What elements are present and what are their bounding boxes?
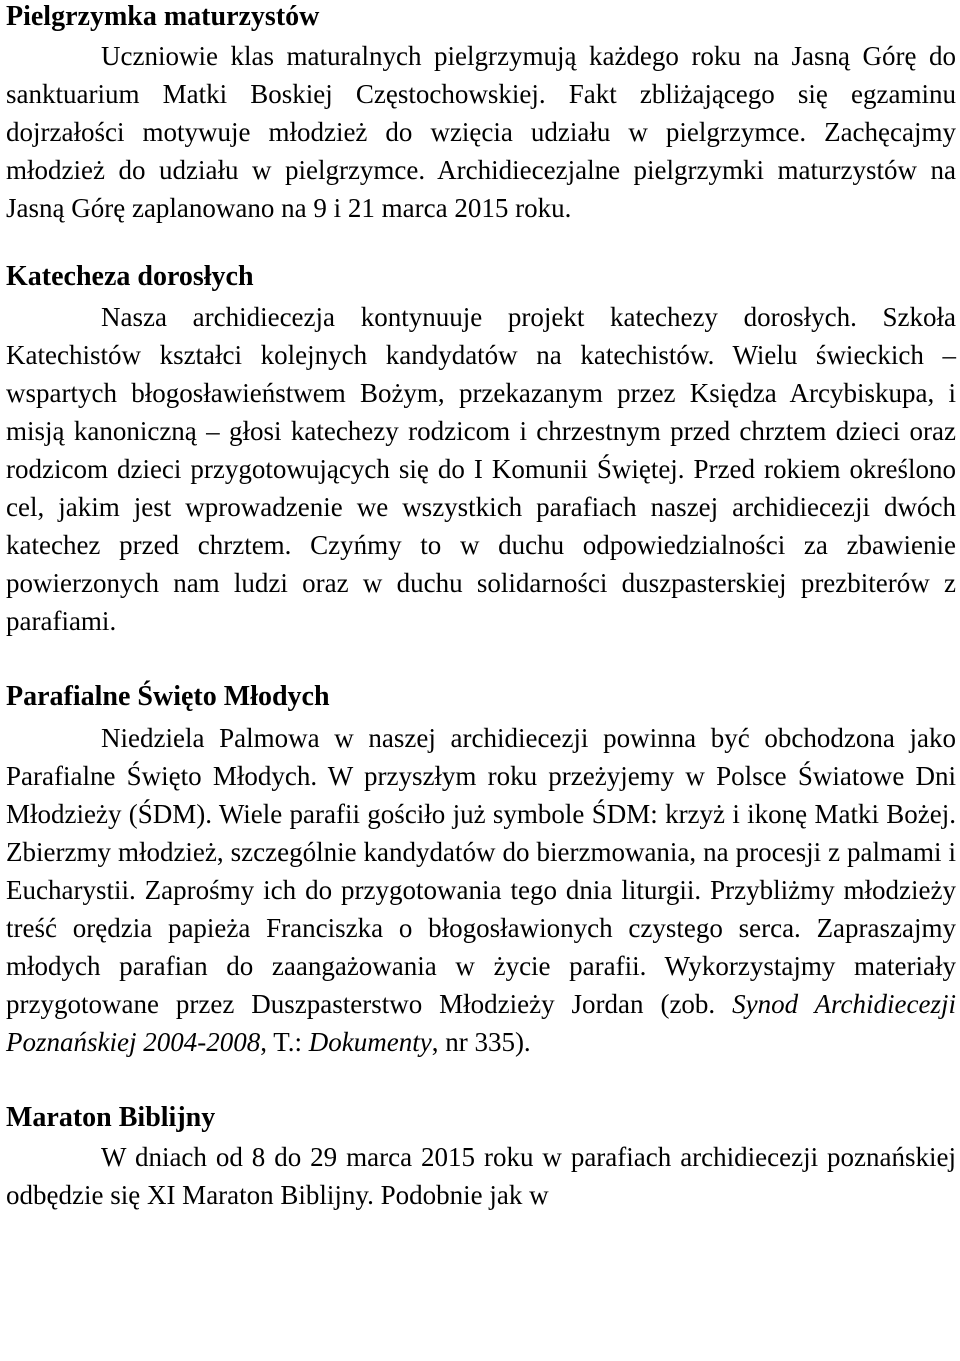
section-paragraph: W dniach od 8 do 29 marca 2015 roku w parafiach archidiecezji poznańskiej odbędzie się XI Maraton Biblijny. Podobnie jak w bbox=[6, 1142, 956, 1210]
citation-volume: Dokumenty bbox=[308, 1027, 432, 1057]
paragraph-text: Niedziela Palmowa w naszej archidiecezji powinna być obchodzona jako Parafialne Święto Młodych. W przyszłym roku przeżyjemy w Polsce Światowe Dni Młodzieży (ŚDM). Wiele parafii gościło już symbole ŚDM: krzyż i ikonę Matki Bożej. Zbierzmy młodzież, szczególnie kandydatów do bierzmowania, na procesji z palmami i Eucharystii. Zaprośmy ich do przygotowania tego dnia liturgii. Przybliżmy młodzieży treść orędzia papieża Franciszka o błogosławionych czystego serca. Zapraszajmy młodych parafian do zaangażowania w życie parafii. Wykorzystajmy materiały przygotowane przez Duszpasterstwo Młodzieży Jordan (zob. bbox=[6, 723, 956, 1019]
document-page bbox=[6, 0, 956, 1214]
section-paragraph bbox=[6, 719, 956, 1061]
section-maraton bbox=[6, 1101, 956, 1214]
section-heading: Maraton Biblijny bbox=[6, 1102, 216, 1133]
citation-separator: , T.: bbox=[260, 1027, 309, 1057]
section-spacer bbox=[6, 640, 956, 680]
section-heading: Katecheza dorosłych bbox=[6, 261, 254, 292]
section-spacer bbox=[6, 227, 956, 260]
citation-title: Synod Archidiecezji Poznańskiej 2004-2008 bbox=[6, 989, 956, 1057]
section-spacer bbox=[6, 1061, 956, 1101]
section-swieto-mlodych bbox=[6, 680, 956, 1061]
section-paragraph: Uczniowie klas maturalnych pielgrzymują każdego roku na Jasną Górę do sanktuarium Matki Boskiej Częstochowskiej. Fakt zbliżającego się egzaminu dojrzałości motywuje młodzież do wzięcia udziału w pielgrzymce. Zachęcajmy młodzież do udziału w pielgrzymce. Archidiecezjalne pielgrzymki maturzystów na Jasną Górę zaplanowano na 9 i 21 marca 2015 roku. bbox=[6, 41, 956, 223]
section-paragraph: Nasza archidiecezja kontynuuje projekt katechezy dorosłych. Szkoła Katechistów kształci kolejnych kandydatów na katechistów. Wielu świeckich – wspartych błogosławieństwem Bożym, przekazanym przez Księdza Arcybiskupa, i misją kanoniczną – głosi katechezy rodzicom i chrzestnym przed chrztem dzieci oraz rodzicom dzieci przygotowujących się do I Komunii Świętej. Przed rokiem określono cel, jakim jest wprowadzenie we wszystkich parafiach naszej archidiecezji dwóch katechez przed chrztem. Czyńmy to w duchu odpowiedzialności za zbawienie powierzonych nam ludzi oraz w duchu solidarności duszpasterskiej prezbiterów z parafiami. bbox=[6, 302, 956, 636]
section-heading: Pielgrzymka maturzystów bbox=[6, 1, 320, 32]
section-pielgrzymka bbox=[6, 0, 956, 227]
section-katecheza bbox=[6, 260, 956, 640]
section-heading: Parafialne Święto Młodych bbox=[6, 681, 330, 712]
citation-end: , nr 335). bbox=[431, 1027, 531, 1057]
